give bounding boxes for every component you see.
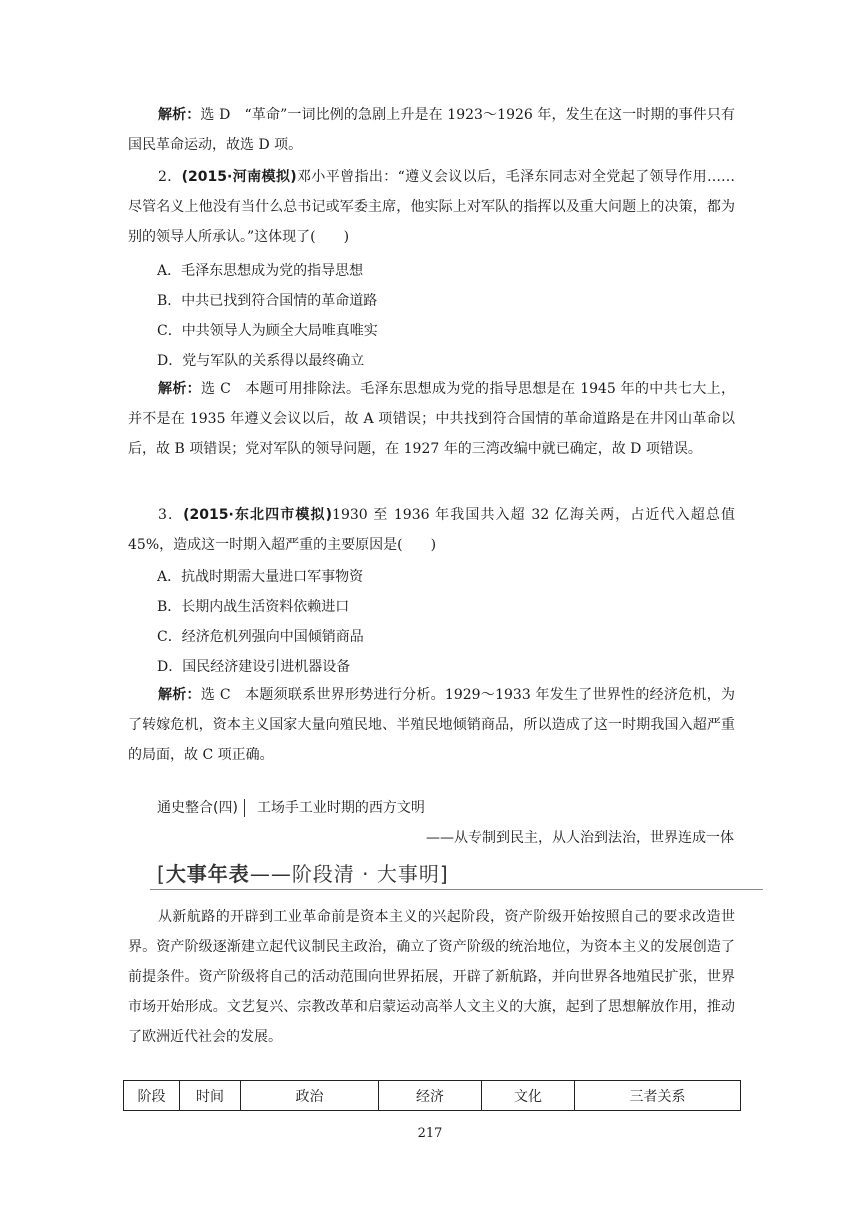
question-stem: 1930 至 1936 年我国共入超 32 亿海关两，占近代入超总值 45%，造成这一时期入超严重的主要原因是( ) [128, 507, 735, 553]
analysis-text: 选 C 本题须联系世界形势进行分析。1929～1933 年发生了世界性的经济危机，为了转嫁危机，资本主义国家大量向殖民地、半殖民地倾销商品，所以造成了这一时期我国入超严重的局面，故 C 项正确。 [128, 687, 736, 763]
col-relation: 三者关系 [575, 1081, 741, 1111]
analysis-text: 选 C 本题可用排除法。毛泽东思想成为党的指导思想是在 1945 年的中共七大上，并不是在 1935 年遵义会议以后，故 A 项错误；中共找到符合国情的革命道路是在井冈山革命以后，故 B 项错误；党对军队的领导问题，在 1927 年的三湾改编中就已确定，故 D 项错误。 [128, 381, 735, 457]
section-tag: 通史整合(四) [157, 800, 238, 816]
analysis-label: 解析： [158, 107, 201, 123]
banner-rest: ——阶段清 · 大事明 [249, 862, 440, 886]
col-politics: 政治 [241, 1081, 379, 1111]
page-number: 217 [417, 1126, 443, 1141]
q3-stem [128, 500, 735, 560]
q1-analysis [128, 100, 735, 160]
banner-underline [150, 889, 763, 890]
analysis-label: 解析： [158, 687, 201, 703]
col-time: 时间 [180, 1081, 241, 1111]
section-divider [244, 799, 245, 817]
banner-bracket-right: ] [439, 862, 449, 886]
question-number: 3． [158, 507, 184, 523]
q3-option-d: D．国民经济建设引进机器设备 [157, 659, 351, 675]
q2-option-d: D．党与军队的关系得以最终确立 [157, 353, 365, 369]
q2-analysis [128, 374, 735, 464]
chronology-banner [157, 858, 449, 890]
banner-main: 大事年表 [165, 862, 250, 886]
q2-option-a: A．毛泽东思想成为党的指导思想 [157, 263, 364, 279]
section-intro: 从新航路的开辟到工业革命前是资本主义的兴起阶段，资产阶级开始按照自己的要求改造世界。资产阶级逐渐建立起代议制民主政治，确立了资产阶级的统治地位，为资本主义的发展创造了前提条件。资产阶级将自己的活动范围向世界拓展，开辟了新航路，并向世界各地殖民扩张，世界市场开始形成。文艺复兴、宗教改革和启蒙运动高举人文主义的大旗，起到了思想解放作用，推动了欧洲近代社会的发展。 [128, 909, 735, 1045]
col-stage: 阶段 [124, 1081, 180, 1111]
col-culture: 文化 [482, 1081, 575, 1111]
section-header [157, 796, 425, 820]
question-source: (2015·河南模拟) [181, 169, 297, 185]
q2-stem [128, 162, 735, 252]
col-economy: 经济 [379, 1081, 482, 1111]
section-title: 工场手工业时期的西方文明 [256, 800, 425, 816]
stage-table [123, 1080, 741, 1111]
q2-option-c: C．中共领导人为顾全大局唯真唯实 [157, 323, 378, 339]
q3-option-a: A．抗战时期需大量进口军事物资 [157, 569, 364, 585]
question-number: 2． [158, 169, 182, 185]
q3-analysis [128, 680, 735, 770]
banner-bracket-left: [ [157, 862, 166, 886]
q3-option-c: C．经济危机列强向中国倾销商品 [157, 629, 364, 645]
analysis-label: 解析： [158, 381, 202, 397]
analysis-text: 选 D “革命”一词比例的急剧上升是在 1923～1926 年，发生在这一时期的事件只有国民革命运动，故选 D 项。 [128, 107, 735, 153]
question-source: (2015·东北四市模拟) [183, 507, 333, 523]
table-header-row [124, 1081, 741, 1111]
q3-option-b: B．长期内战生活资料依赖进口 [157, 599, 350, 615]
q2-option-b: B．中共已找到符合国情的革命道路 [157, 293, 378, 309]
section-subtitle: ——从专制到民主，从人治到法治，世界连成一体 [426, 830, 734, 846]
question-stem: 邓小平曾指出：“遵义会议以后，毛泽东同志对全党起了领导作用……尽管名义上他没有当什么总书记或军委主席，他实际上对军队的指挥以及重大问题上的决策，都为别的领导人所承认。”这体现了( ) [128, 169, 735, 245]
